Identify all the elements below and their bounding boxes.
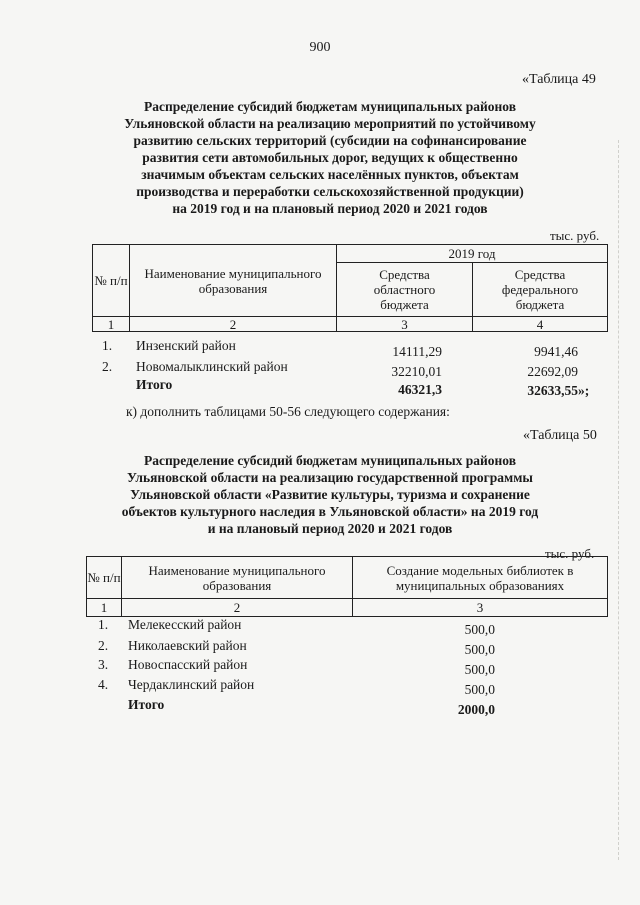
title-line: Распределение субсидий бюджетам муниципальных районов bbox=[143, 453, 517, 468]
title-line: развития сети автомобильных дорог, ведущих к общественно bbox=[142, 150, 518, 165]
title-line: Распределение субсидий бюджетам муниципальных районов bbox=[143, 99, 517, 114]
total-label: Итого bbox=[128, 697, 165, 712]
row-name: Новомалыклинский район bbox=[136, 359, 288, 374]
title-line: объектов культурного наследия в Ульяновской области» на 2019 год bbox=[121, 504, 539, 519]
col-number: 1 bbox=[100, 600, 108, 615]
row-regional: 14111,29 bbox=[392, 344, 442, 359]
scan-artifact bbox=[618, 140, 620, 860]
header-federal: Средства федерального бюджета bbox=[501, 267, 579, 312]
row-federal: 9941,46 bbox=[534, 344, 578, 359]
table-49-units: тыс. руб. bbox=[550, 228, 600, 243]
total-amount: 2000,0 bbox=[457, 702, 495, 717]
header-name: Наименование муниципального образования bbox=[148, 562, 326, 593]
title-line: на 2019 год и на плановый период 2020 и 2021 годов bbox=[172, 201, 488, 216]
row-amount: 500,0 bbox=[464, 682, 495, 697]
total-federal bbox=[480, 383, 608, 399]
title-line: Ульяновской области на реализацию государственной программы bbox=[127, 470, 533, 485]
header-num: № п/п bbox=[87, 570, 121, 585]
row-name: Новоспасский район bbox=[128, 657, 248, 672]
col-number: 2 bbox=[233, 600, 241, 615]
row-num: 2. bbox=[102, 359, 113, 374]
row-amount: 500,0 bbox=[464, 622, 495, 637]
row-num: 1. bbox=[98, 617, 109, 632]
header-amount: Создание модельных библиотек в муниципальных образованиях bbox=[386, 562, 574, 593]
row-name: Инзенский район bbox=[136, 338, 236, 353]
title-line: значимым объектам сельских населённых пунктов, объектам bbox=[141, 167, 519, 182]
title-line: производства и переработки сельскохозяйственной продукции) bbox=[136, 184, 524, 199]
total-label: Итого bbox=[136, 377, 173, 392]
amendment-text: к) дополнить таблицами 50-56 следующего содержания: bbox=[126, 404, 450, 419]
col-number: 4 bbox=[536, 317, 544, 332]
table-49-label: «Таблица 49 bbox=[522, 72, 596, 87]
col-number: 1 bbox=[107, 317, 115, 332]
row-num: 3. bbox=[98, 657, 109, 672]
page-number: 900 bbox=[309, 40, 331, 55]
header-regional: Средства областного бюджета bbox=[373, 267, 436, 312]
col-number: 2 bbox=[229, 317, 237, 332]
row-regional: 32210,01 bbox=[391, 364, 442, 379]
table-49-title bbox=[100, 98, 560, 217]
table-50-title bbox=[90, 452, 570, 537]
title-line: развитию сельских территорий (субсидии на софинансирование bbox=[133, 133, 527, 148]
col-number: 3 bbox=[401, 317, 408, 332]
total-federal-value: 32633,55 bbox=[527, 383, 578, 398]
row-amount: 500,0 bbox=[464, 642, 495, 657]
row-num: 2. bbox=[98, 638, 109, 653]
header-num: № п/п bbox=[94, 273, 128, 288]
row-num: 4. bbox=[98, 677, 109, 692]
row-amount: 500,0 bbox=[464, 662, 495, 677]
row-name: Мелекесский район bbox=[128, 617, 242, 632]
table-50-units: тыс. руб. bbox=[545, 546, 595, 561]
header-name: Наименование муниципального образования bbox=[144, 265, 322, 296]
closing-quote: »; bbox=[578, 383, 590, 398]
row-federal: 22692,09 bbox=[527, 364, 578, 379]
row-name: Чердаклинский район bbox=[128, 677, 255, 692]
header-year: 2019 год bbox=[448, 246, 496, 261]
title-line: Ульяновской области «Развитие культуры, туризма и сохранение bbox=[130, 487, 530, 502]
title-line: Ульяновской области на реализацию мероприятий по устойчивому bbox=[124, 116, 536, 131]
row-num: 1. bbox=[102, 338, 113, 353]
title-line: и на плановый период 2020 и 2021 годов bbox=[207, 521, 453, 536]
col-number: 3 bbox=[476, 600, 484, 615]
total-regional: 46321,3 bbox=[398, 382, 442, 397]
table-50-label: «Таблица 50 bbox=[523, 428, 597, 443]
row-name: Николаевский район bbox=[128, 638, 247, 653]
